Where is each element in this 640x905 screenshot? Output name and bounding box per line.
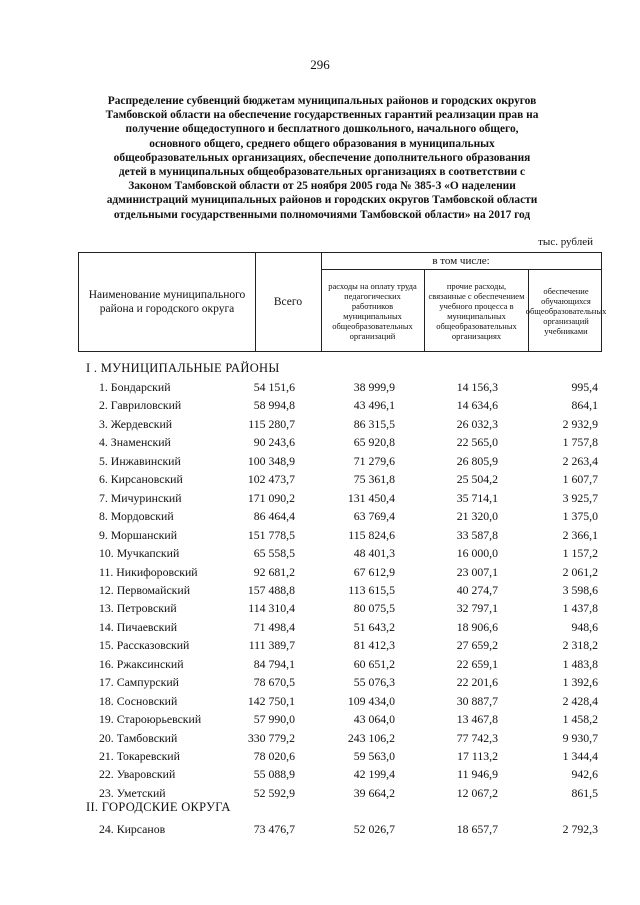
row-salary: 75 361,8 bbox=[353, 472, 395, 487]
row-name: 20. Тамбовский bbox=[99, 730, 178, 745]
row-total: 330 779,2 bbox=[247, 730, 295, 745]
row-name: 5. Инжавинский bbox=[99, 453, 181, 468]
header-col-other: прочие расходы, связанные с обеспечением учебного процесса в муниципальных общеобразовательных организациях bbox=[425, 270, 529, 351]
row-name: 24. Кирсанов bbox=[99, 822, 166, 836]
row-salary: 51 643,2 bbox=[353, 619, 395, 634]
row-name: 1. Бондарский bbox=[99, 380, 171, 394]
table-row bbox=[0, 598, 640, 618]
row-other: 35 714,1 bbox=[456, 490, 498, 505]
table-row bbox=[0, 746, 640, 766]
row-textbooks: 2 428,4 bbox=[562, 693, 598, 708]
row-textbooks: 861,5 bbox=[571, 785, 598, 800]
table-row bbox=[0, 395, 640, 415]
page-number: 296 bbox=[310, 57, 330, 72]
table-row bbox=[0, 414, 640, 434]
row-salary: 39 664,2 bbox=[353, 785, 395, 800]
row-name: 15. Рассказовский bbox=[99, 638, 190, 653]
header-col-textbooks: обеспечение обучающихся общеобразовательных организаций учебниками bbox=[525, 285, 607, 336]
row-other: 33 587,8 bbox=[456, 527, 498, 542]
table-row bbox=[0, 562, 640, 582]
row-salary: 109 434,0 bbox=[347, 693, 395, 708]
row-salary: 67 612,9 bbox=[353, 564, 395, 579]
row-total: 115 280,7 bbox=[248, 416, 295, 431]
row-textbooks: 1 437,8 bbox=[562, 601, 598, 616]
row-salary: 63 769,4 bbox=[353, 509, 395, 524]
header-total: Всего bbox=[255, 253, 322, 351]
row-other: 26 805,9 bbox=[456, 453, 498, 468]
row-salary: 115 824,6 bbox=[348, 527, 395, 542]
row-salary: 80 075,5 bbox=[353, 601, 395, 616]
row-other: 77 742,3 bbox=[456, 730, 498, 745]
row-other: 21 320,0 bbox=[456, 509, 498, 524]
row-other: 22 201,6 bbox=[456, 675, 498, 690]
row-textbooks: 1 607,7 bbox=[562, 472, 598, 487]
row-other: 23 007,1 bbox=[456, 564, 498, 579]
row-textbooks: 948,6 bbox=[571, 619, 598, 634]
row-total: 65 558,5 bbox=[253, 546, 295, 561]
row-total: 92 681,2 bbox=[253, 564, 295, 579]
table-row bbox=[0, 672, 640, 692]
table-row bbox=[0, 543, 640, 563]
row-name: 3. Жердевский bbox=[99, 416, 173, 431]
row-salary: 59 563,0 bbox=[353, 749, 395, 763]
row-other: 26 032,3 bbox=[456, 416, 498, 431]
row-textbooks: 9 930,7 bbox=[562, 730, 598, 745]
row-textbooks: 1 483,8 bbox=[562, 656, 598, 671]
title-line: Тамбовской области на обеспечение государственных гарантий реализации прав на bbox=[105, 109, 539, 122]
row-name: 14. Пичаевский bbox=[99, 619, 178, 634]
header-name: Наименование муниципального района и городского округа bbox=[79, 253, 256, 351]
row-textbooks: 995,4 bbox=[571, 380, 598, 394]
row-other: 12 067,2 bbox=[456, 785, 498, 800]
table-row bbox=[0, 635, 640, 655]
units-label: тыс. рублей bbox=[538, 236, 593, 248]
table-row bbox=[0, 506, 640, 526]
section-city-districts: II. ГОРОДСКИЕ ОКРУГА bbox=[86, 800, 231, 814]
row-textbooks: 2 932,9 bbox=[562, 416, 598, 431]
row-salary: 43 496,1 bbox=[353, 398, 395, 413]
row-total: 171 090,2 bbox=[247, 490, 295, 505]
header-including: в том числе: bbox=[321, 253, 601, 270]
row-name: 12. Первомайский bbox=[99, 582, 191, 597]
row-other: 18 906,6 bbox=[456, 619, 498, 634]
row-name: 16. Ржаксинский bbox=[99, 656, 184, 671]
row-total: 52 592,9 bbox=[253, 785, 295, 800]
table-row bbox=[0, 580, 640, 600]
row-salary: 71 279,6 bbox=[353, 453, 395, 468]
row-name: 23. Уметский bbox=[99, 785, 166, 800]
table-row bbox=[0, 451, 640, 471]
row-other: 11 946,9 bbox=[457, 767, 498, 782]
row-salary: 131 450,4 bbox=[347, 490, 395, 505]
row-other: 22 565,0 bbox=[456, 435, 498, 450]
row-total: 57 990,0 bbox=[253, 712, 295, 727]
row-total: 157 488,8 bbox=[247, 582, 295, 597]
row-salary: 65 920,8 bbox=[353, 435, 395, 450]
table-row bbox=[0, 469, 640, 489]
title-line: отдельными государственными полномочиями Тамбовской области» на 2017 год bbox=[113, 208, 531, 221]
row-name: 4. Знаменский bbox=[99, 435, 171, 450]
row-other: 40 274,7 bbox=[456, 582, 498, 597]
row-textbooks: 1 375,0 bbox=[562, 509, 598, 524]
row-textbooks: 942,6 bbox=[571, 767, 598, 782]
row-textbooks: 3 598,6 bbox=[562, 582, 598, 597]
table-row bbox=[0, 525, 640, 545]
table-row bbox=[0, 764, 640, 784]
title-line: основного общего, среднего общего образования в муниципальных bbox=[149, 137, 495, 150]
row-other: 13 467,8 bbox=[456, 712, 498, 727]
row-name: 2. Гавриловский bbox=[99, 398, 182, 413]
row-total: 73 476,7 bbox=[253, 822, 295, 836]
row-salary: 55 076,3 bbox=[353, 675, 395, 690]
row-other: 18 657,7 bbox=[456, 822, 498, 836]
row-other: 17 113,2 bbox=[457, 749, 498, 763]
row-salary: 60 651,2 bbox=[353, 656, 395, 671]
row-total: 90 243,6 bbox=[253, 435, 295, 450]
row-name: 22. Уваровский bbox=[99, 767, 176, 782]
row-salary: 38 999,9 bbox=[353, 380, 395, 394]
row-textbooks: 1 157,2 bbox=[562, 546, 598, 561]
row-name: 11. Никифоровский bbox=[99, 564, 198, 579]
table-header bbox=[78, 252, 607, 352]
row-textbooks: 3 925,7 bbox=[562, 490, 598, 505]
row-other: 16 000,0 bbox=[456, 546, 498, 561]
row-total: 58 994,8 bbox=[253, 398, 295, 413]
row-textbooks: 2 792,3 bbox=[562, 822, 598, 836]
row-name: 19. Староюрьевский bbox=[99, 712, 202, 727]
header-col-salary: расходы на оплату труда педагогических работников муниципальных общеобразовательных организаций bbox=[321, 270, 425, 351]
row-name: 18. Сосновский bbox=[99, 693, 178, 708]
table-row bbox=[0, 432, 640, 452]
row-salary: 43 064,0 bbox=[353, 712, 395, 727]
row-name: 9. Моршанский bbox=[99, 527, 178, 542]
title-line: Распределение субвенций бюджетам муниципальных районов и городских округов bbox=[107, 95, 537, 107]
title-line: администраций муниципальных районов и городских округов Тамбовской области bbox=[106, 194, 538, 207]
table-row bbox=[0, 691, 640, 711]
row-name: 10. Мучкапский bbox=[99, 546, 180, 561]
row-other: 22 659,1 bbox=[456, 656, 498, 671]
row-salary: 113 615,5 bbox=[348, 582, 395, 597]
row-salary: 243 106,2 bbox=[347, 730, 395, 745]
table-row bbox=[0, 377, 640, 397]
row-other: 27 659,2 bbox=[456, 638, 498, 653]
row-textbooks: 1 392,6 bbox=[562, 675, 598, 690]
title-line: общеобразовательных организациях, обеспечение дополнительного образования bbox=[113, 151, 531, 164]
row-textbooks: 2 061,2 bbox=[562, 564, 598, 579]
row-total: 114 310,4 bbox=[248, 601, 295, 616]
table-row bbox=[0, 654, 640, 674]
table-row bbox=[0, 728, 640, 748]
row-textbooks: 1 344,4 bbox=[562, 749, 598, 763]
row-total: 84 794,1 bbox=[253, 656, 295, 671]
row-total: 71 498,4 bbox=[253, 619, 295, 634]
row-name: 13. Петровский bbox=[99, 601, 177, 616]
row-name: 8. Мордовский bbox=[99, 509, 174, 524]
title-line: детей в муниципальных общеобразовательных организациях в соответствии с bbox=[118, 166, 526, 179]
row-textbooks: 2 318,2 bbox=[562, 638, 598, 653]
row-other: 14 156,3 bbox=[456, 380, 498, 394]
row-name: 7. Мичуринский bbox=[99, 490, 182, 505]
row-name: 17. Сампурский bbox=[99, 675, 179, 690]
row-other: 14 634,6 bbox=[456, 398, 498, 413]
row-salary: 81 412,3 bbox=[353, 638, 395, 653]
row-salary: 86 315,5 bbox=[353, 416, 395, 431]
row-total: 78 020,6 bbox=[253, 749, 295, 763]
row-total: 54 151,6 bbox=[253, 380, 295, 394]
title-line: получение общедоступного и бесплатного дошкольного, начального общего, bbox=[125, 123, 519, 136]
row-total: 100 348,9 bbox=[247, 453, 295, 468]
row-other: 30 887,7 bbox=[456, 693, 498, 708]
row-textbooks: 864,1 bbox=[571, 398, 598, 413]
row-salary: 52 026,7 bbox=[353, 822, 395, 836]
row-textbooks: 1 757,8 bbox=[562, 435, 598, 450]
table-row bbox=[0, 488, 640, 508]
row-total: 142 750,1 bbox=[247, 693, 295, 708]
document-title bbox=[80, 94, 564, 222]
row-total: 102 473,7 bbox=[247, 472, 295, 487]
row-total: 55 088,9 bbox=[253, 767, 295, 782]
row-textbooks: 2 263,4 bbox=[562, 453, 598, 468]
title-line: Законом Тамбовской области от 25 ноября 2005 года № 385-З «О наделении bbox=[128, 180, 516, 193]
table-row bbox=[0, 617, 640, 637]
table-row bbox=[0, 819, 640, 839]
row-textbooks: 1 458,2 bbox=[562, 712, 598, 727]
row-other: 32 797,1 bbox=[456, 601, 498, 616]
row-salary: 42 199,4 bbox=[353, 767, 395, 782]
row-total: 111 389,7 bbox=[248, 638, 295, 653]
row-textbooks: 2 366,1 bbox=[562, 527, 598, 542]
row-total: 78 670,5 bbox=[253, 675, 295, 690]
row-name: 6. Кирсановский bbox=[99, 472, 183, 487]
row-other: 25 504,2 bbox=[456, 472, 498, 487]
row-total: 151 778,5 bbox=[247, 527, 295, 542]
section-municipal-districts: I . МУНИЦИПАЛЬНЫЕ РАЙОНЫ bbox=[86, 361, 280, 375]
row-name: 21. Токаревский bbox=[99, 749, 180, 763]
row-salary: 48 401,3 bbox=[353, 546, 395, 561]
row-total: 86 464,4 bbox=[253, 509, 295, 524]
table-row bbox=[0, 709, 640, 729]
